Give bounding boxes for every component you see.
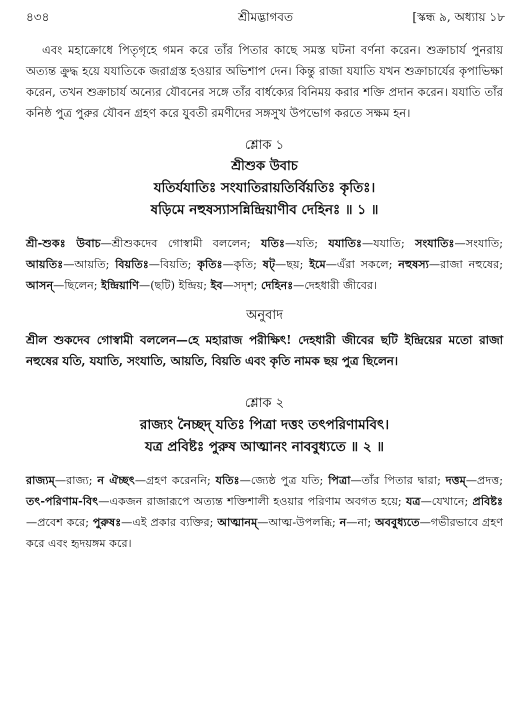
book-title: শ্রীমদ্ভাগবত — [237, 10, 293, 24]
chapter-reference: [স্কন্ধ ৯, অধ্যায় ১৮ — [412, 10, 505, 24]
synonym-2-meaning: —রাজ্য; — [54, 474, 98, 487]
synonym-2-word: দত্তম্ — [445, 473, 466, 487]
synonym-1-meaning: —সদৃশ; — [222, 279, 262, 292]
synonym-2-meaning: —প্রবেশ করে; — [26, 516, 93, 529]
synonym-1-word: সংযাতিঃ — [415, 236, 455, 250]
synonym-2-meaning: —তাঁর পিতার দ্বারা; — [350, 474, 446, 487]
verse-1-synonyms — [26, 233, 503, 296]
synonym-1-meaning: —দেহধারী জীবের। — [293, 279, 378, 292]
synonym-2-word: প্রবিষ্টঃ — [472, 494, 503, 508]
synonym-2-word: অববুধ্যতে — [375, 515, 420, 529]
synonym-2-meaning: —গ্রহণ করেননি; — [134, 474, 216, 487]
page-body — [26, 40, 503, 554]
synonym-1-meaning: —এঁরা সকলে; — [325, 258, 399, 271]
synonym-1-meaning: —সংযাতি; — [454, 237, 503, 250]
synonym-2-meaning: —না; — [346, 516, 376, 529]
synonym-1-meaning: —রাজা নহুষের; — [428, 258, 503, 271]
synonym-1-meaning: —যযাতি; — [362, 237, 416, 250]
synonym-1-word: যযাতিঃ — [328, 236, 363, 250]
synonym-2-word: আত্মানম্ — [217, 515, 258, 529]
synonym-1-meaning: —বিয়তি; — [148, 258, 198, 271]
synonym-1-word: আয়তিঃ — [26, 257, 64, 271]
synonym-2-word: পুরুষঃ — [92, 515, 122, 529]
page-number: ৪৩৪ — [26, 10, 50, 24]
synonym-1-word: ইমে — [309, 257, 326, 271]
synonym-2-word: রাজ্যম্ — [26, 473, 55, 487]
synonym-1-word: যতিঃ — [260, 236, 285, 250]
synonym-1-word: নহুষস্য — [398, 257, 429, 271]
synonym-2-word: যত্র — [405, 494, 421, 508]
synonym-2-meaning: —আত্ম-উপলব্ধি; — [257, 516, 340, 529]
synonym-1-meaning: —যতি; — [284, 237, 329, 250]
synonym-1-meaning: —(ছটি) ইন্দ্রিয়; — [139, 279, 211, 292]
verse-1-line-1: যতির্যযাতিঃ সংযাতিরায়তির্বিয়তিঃ কৃতিঃ। — [153, 180, 376, 196]
synonym-1-word: কৃতিঃ — [197, 257, 223, 271]
synonym-2-word: পিত্রা — [328, 473, 351, 487]
synonym-1-word: ষট্ — [262, 257, 276, 271]
verse-1-line-2: ষড়িমে নহুষস্যাসন্নিন্দ্রিয়াণীব দেহিনঃ ॥ ১ ॥ — [150, 202, 379, 218]
synonym-1-meaning: —কৃতি; — [222, 258, 263, 271]
synonym-1-word: বিয়তিঃ — [115, 257, 149, 271]
synonym-1-word: ইব — [210, 278, 223, 292]
synonym-2-meaning: —এই প্রকার ব্যক্তির; — [121, 516, 218, 529]
synonym-2-word: ন ঐচ্ছৎ — [97, 473, 135, 487]
verse-2-heading: শ্লোক ২ — [244, 396, 285, 411]
synonym-2-word: যতিঃ — [215, 473, 240, 487]
running-header — [26, 9, 505, 29]
translation-heading: অনুবাদ — [246, 308, 283, 323]
synonym-2-meaning: —একজন রাজারূপে অত্যন্ত শক্তিশালী হওয়ার পরিণাম অবগত হয়ে; — [98, 495, 406, 508]
intro-paragraph: এবং মহাক্রোধে পিতৃগৃহে গমন করে তাঁর পিতার কাছে সমস্ত ঘটনা বর্ণনা করেন। শুক্রাচার্য পুনরায় অত্যন্ত ক্রুদ্ধ হয়ে যযাতিকে জরাগ্রস্ত হওয়ার অভিশাপ দেন। কিন্তু রাজা যযাতি যখন শুক্রাচার্যের কৃপাভিক্ষা করেন, তখন শুক্রাচার্য অন্যের যৌবনের সঙ্গে তাঁর বার্ধক্যের বিনিময় করার শক্তি প্রদান করেন। যযাতি তাঁর কনিষ্ঠ পুত্র পুরুর যৌবন গ্রহণ করে যুবতী রমণীদের সঙ্গসুখ উপভোগ করতে সক্ষম হন। — [26, 43, 503, 120]
synonym-1-meaning: —ছয়; — [275, 258, 310, 271]
synonym-1-meaning: —ছিলেন; — [53, 279, 102, 292]
synonym-2-meaning: —যেখানে; — [420, 495, 473, 508]
synonym-1-meaning: —শ্রীশুকদেব গোস্বামী বললেন; — [100, 237, 261, 250]
synonym-2-meaning: —জ্যেষ্ঠ পুত্র যতি; — [239, 474, 329, 487]
synonym-1-word: দেহিনঃ — [261, 278, 294, 292]
synonym-1-word: ইন্দ্রিয়াণি — [101, 278, 140, 292]
verse-1-heading: শ্লোক ১ — [244, 138, 285, 153]
synonym-2-word: তৎ-পরিণাম-বিৎ — [26, 494, 99, 508]
synonym-2-meaning: —গভীরভাবে গ্রহণ করে এবং হৃদয়ঙ্গম করে। — [26, 516, 503, 550]
verse-1-translation: শ্রীল শুকদেব গোস্বামী বললেন—হে মহারাজ পরীক্ষিৎ! দেহধারী জীবের ছটি ইন্দ্রিয়ের মতো রাজা নহুষের যতি, যযাতি, সংযাতি, আয়তি, বিয়তি এবং কৃতি নামক ছয় পুত্র ছিলেন। — [26, 333, 503, 368]
synonym-1-word: আসন্ — [26, 278, 54, 292]
verse-2-synonyms — [26, 470, 503, 554]
verse-2-line-1: রাজ্যং নৈচ্ছদ্ যতিঃ পিত্রা দত্তং তৎপরিণামবিৎ। — [139, 417, 390, 433]
synonym-1-meaning: —আয়তি; — [63, 258, 116, 271]
synonym-1-word: শ্রী-শুকঃ উবাচ — [26, 236, 101, 250]
verse-2-line-2: যত্র প্রবিষ্টঃ পুরুষ আত্মানং নাববুধ্যতে ॥ ২ ॥ — [145, 439, 384, 455]
verse-1-speaker: শ্রীশুক উবাচ — [231, 159, 298, 174]
synonym-2-word: ন — [339, 515, 347, 529]
synonym-2-meaning: —প্রদত্ত; — [465, 474, 504, 487]
